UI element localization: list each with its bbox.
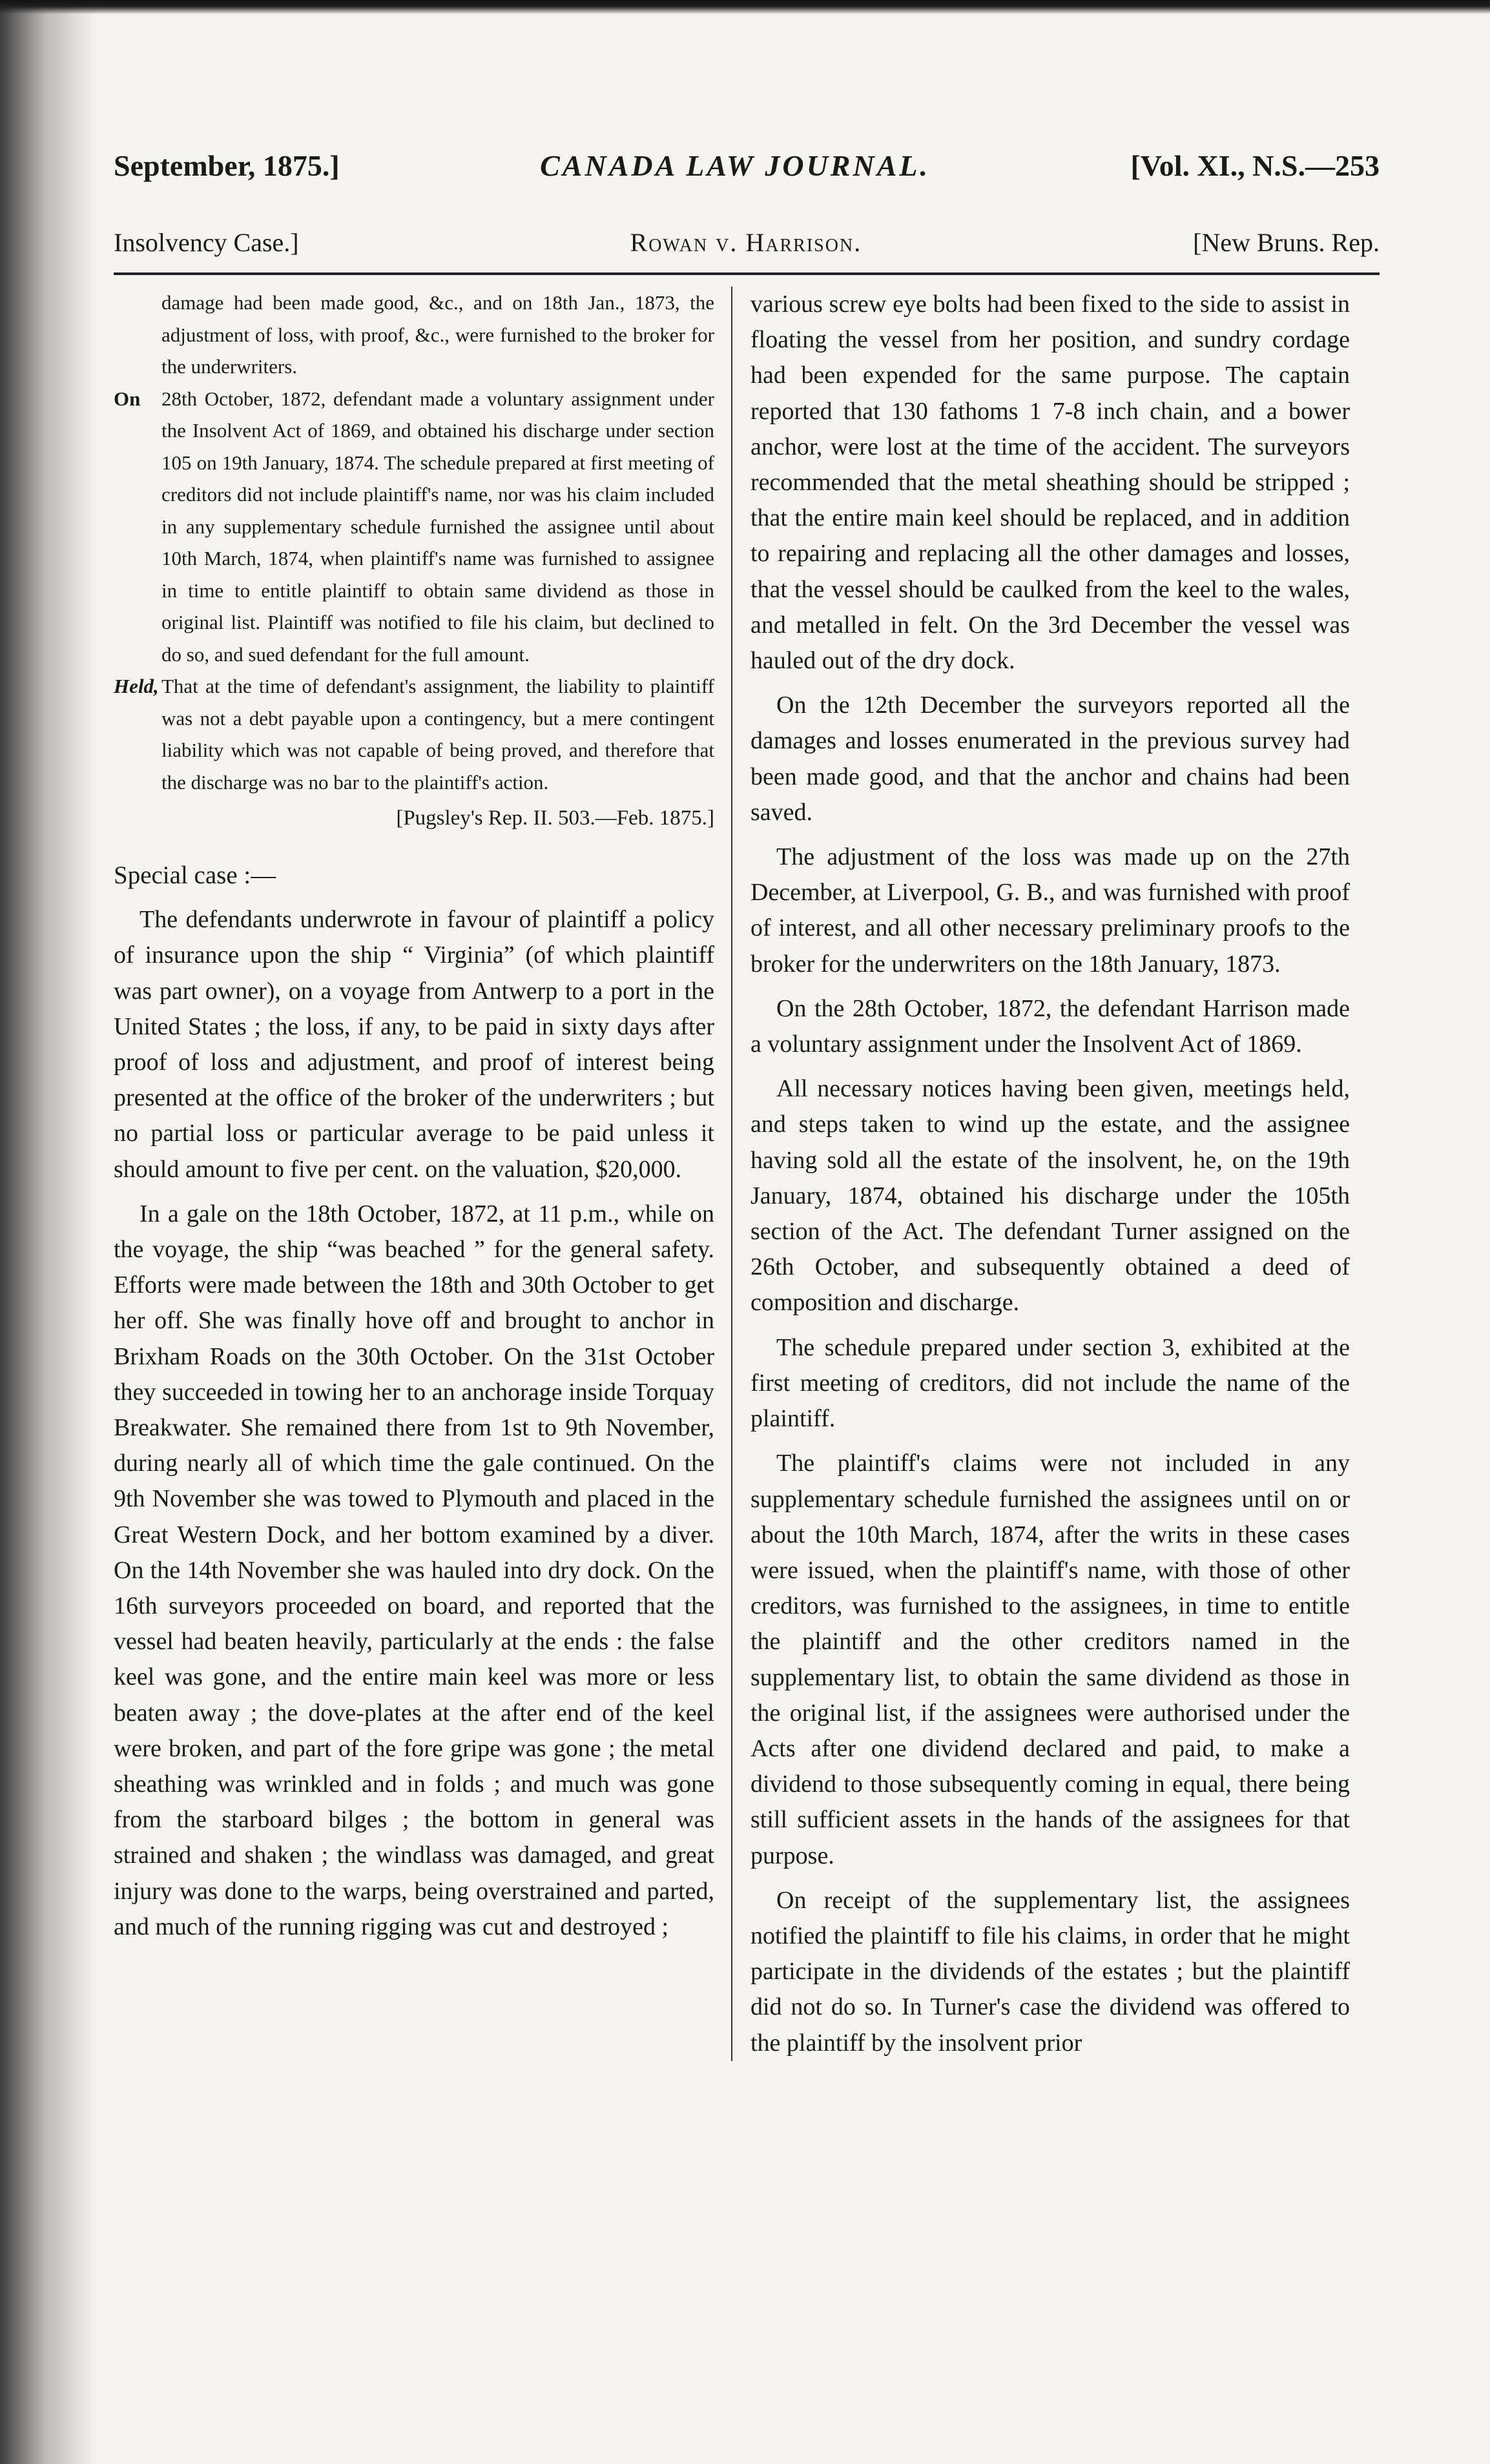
case-report: [New Bruns. Rep. <box>1193 228 1380 257</box>
paragraph: The defendants underwrote in favour of plaintiff a policy of insurance upon the ship “ Virginia” (of which plaintiff was part owner), on a voyage from Antwerp to a port in the United States ; the loss, if any, to be paid in sixty days after proof of loss and adjustment, and proof of interest being presented at the office of the broker of the underwriters ; but no partial loss or particular average to be paid unless it should amount to five per cent. on the valuation, $20,000. <box>114 906 714 1183</box>
paragraph: On receipt of the supplementary list, the assignees notified the plaintiff to file his claims, in order that he might participate in the dividends of the estates ; but the plaintiff did not do so. In Turner's case the dividend was offered to the plaintiff by the insolvent prior <box>750 1886 1350 2057</box>
paragraph: In a gale on the 18th October, 1872, at 11 p.m., while on the voyage, the ship “was beached ” for the general safety. Efforts were made between the 18th and 30th October to get her off. She was finally hove off and brought to anchor in Brixham Roads on the 30th October. On the 31st October they succeeded in towing her to an anchorage inside Torquay Breakwater. She remained there from 1st to 9th November, during nearly all of which time the gale continued. On the 9th November she was towed to Plymouth and placed in the Great Western Dock, and her bottom examined by a diver. On the 14th November she was hauled into dry dock. On the 16th surveyors proceeded on board, and reported that the vessel had beaten heavily, particularly at the ends : the false keel was gone, and the entire main keel was more or less beaten away ; the dove-plates at the after end of the keel were broken, and part of the fore gripe was gone ; the metal sheathing was wrinkled and in folds ; and much was gone from the starboard bilges ; the bottom in general was strained and shaken ; the windlass was damaged, and great injury was done to the warps, being overstrained and parted, and much of the running rigging was cut and destroyed ; <box>114 1200 714 1940</box>
headnote-item: damage had been made good, &c., and on 18th Jan., 1873, the adjustment of loss, with proof, &c., were furnished to the broker for the underwriters. <box>161 291 714 378</box>
right-column <box>732 287 1350 2061</box>
volume-page: [Vol. XI., N.S.—253 <box>1130 149 1380 182</box>
left-body <box>114 857 714 1945</box>
running-header <box>114 149 1380 194</box>
left-column <box>114 287 731 2061</box>
report-citation: [Pugsley's Rep. II. 503.—Feb. 1875.] <box>396 806 714 830</box>
paragraph: The schedule prepared under section 3, exhibited at the first meeting of creditors, did not include the name of the plaintiff. <box>750 1333 1350 1433</box>
headnote-lead: On <box>114 387 141 410</box>
paragraph: The plaintiff's claims were not included in any supplementary schedule furnished the assignees until on or about the 10th March, 1874, after the writs in these cases were issued, when the plaintiff's name, with those of other creditors, was furnished to the assignees, in time to entitle the plaintiff and the other creditors named in the supplementary list, to obtain the same dividend as those in the original list, if the assignees were authorised under the Acts after one dividend declared and paid, to make a dividend to those subsequently coming in equal, there being still sufficient assets in the hands of the assignees for that purpose. <box>750 1450 1350 1869</box>
paragraph: On the 12th December the surveyors reported all the damages and losses enumerated in the previous survey had been made good, and that the anchor and chains had been saved. <box>750 692 1350 826</box>
headnote-text: That at the time of defendant's assignment, the liability to plaintiff was not a debt payable upon a contingency, but a mere contingent liability which was not capable of being proved, and therefore that the discharge was no bar to the plaintiff's action. <box>161 675 714 794</box>
headnote-lead: Held, <box>114 675 159 697</box>
paragraph: All necessary notices having been given, meetings held, and steps taken to wind up the estate, and the assignee having sold all the estate of the insolvent, he, on the 19th January, 1874, obtained his discharge under the 105th section of the Act. The defendant Turner assigned on the 26th October, and subsequently obtained a deed of composition and discharge. <box>750 1075 1350 1317</box>
paragraph: The adjustment of the loss was made up on the 27th December, at Liverpool, G. B., and was furnished with proof of interest, and all other necessary preliminary proofs to the broker for the underwriters on the 18th January, 1873. <box>750 843 1350 978</box>
paragraph: On the 28th October, 1872, the defendant Harrison made a voluntary assignment under the Insolvent Act of 1869. <box>750 994 1350 1058</box>
special-case-heading: Special case :— <box>114 861 276 889</box>
header-rule <box>114 272 1380 275</box>
paragraph: various screw eye bolts had been fixed to the side to assist in floating the vessel from her position, and sundry cordage had been expended for the same purpose. The captain reported that 130 fathoms 1 7-8 inch chain, and a bower anchor, were lost at the time of the accident. The surveyors recommended that the metal sheathing should be stripped ; that the entire main keel should be replaced, and in addition to repairing and replacing all the other damages and losses, that the vessel should be caulked from the keel to the wales, and metalled in felt. On the 3rd December the vessel was hauled out of the dry dock. <box>750 291 1350 675</box>
issue-date: September, 1875.] <box>114 149 340 182</box>
headnote <box>114 287 714 834</box>
scan-left-edge <box>0 0 97 2464</box>
headnote-item <box>114 383 714 671</box>
case-name: Rowan v. Harrison. <box>630 228 862 257</box>
headnote-item <box>114 670 714 798</box>
headnote-text: 28th October, 1872, defendant made a voluntary assignment under the Insolvent Act of 1869, and obtained his discharge under section 105 on 19th January, 1874. The schedule prepared at first meeting of creditors did not include plaintiff's name, nor was his claim included in any supplementary schedule furnished the assignee until about 10th March, 1874, when plaintiff's name was furnished to assignee in time to entitle plaintiff to obtain same dividend as those in original list. Plaintiff was notified to file his claim, but declined to do so, and sued defendant for the full amount. <box>161 387 714 666</box>
two-column-body <box>114 287 1380 2061</box>
case-category: Insolvency Case.] <box>114 228 299 257</box>
journal-page <box>114 149 1380 2061</box>
journal-title: CANADA LAW JOURNAL. <box>540 149 930 182</box>
case-header <box>114 227 1380 266</box>
scan-top-edge <box>0 0 1490 14</box>
